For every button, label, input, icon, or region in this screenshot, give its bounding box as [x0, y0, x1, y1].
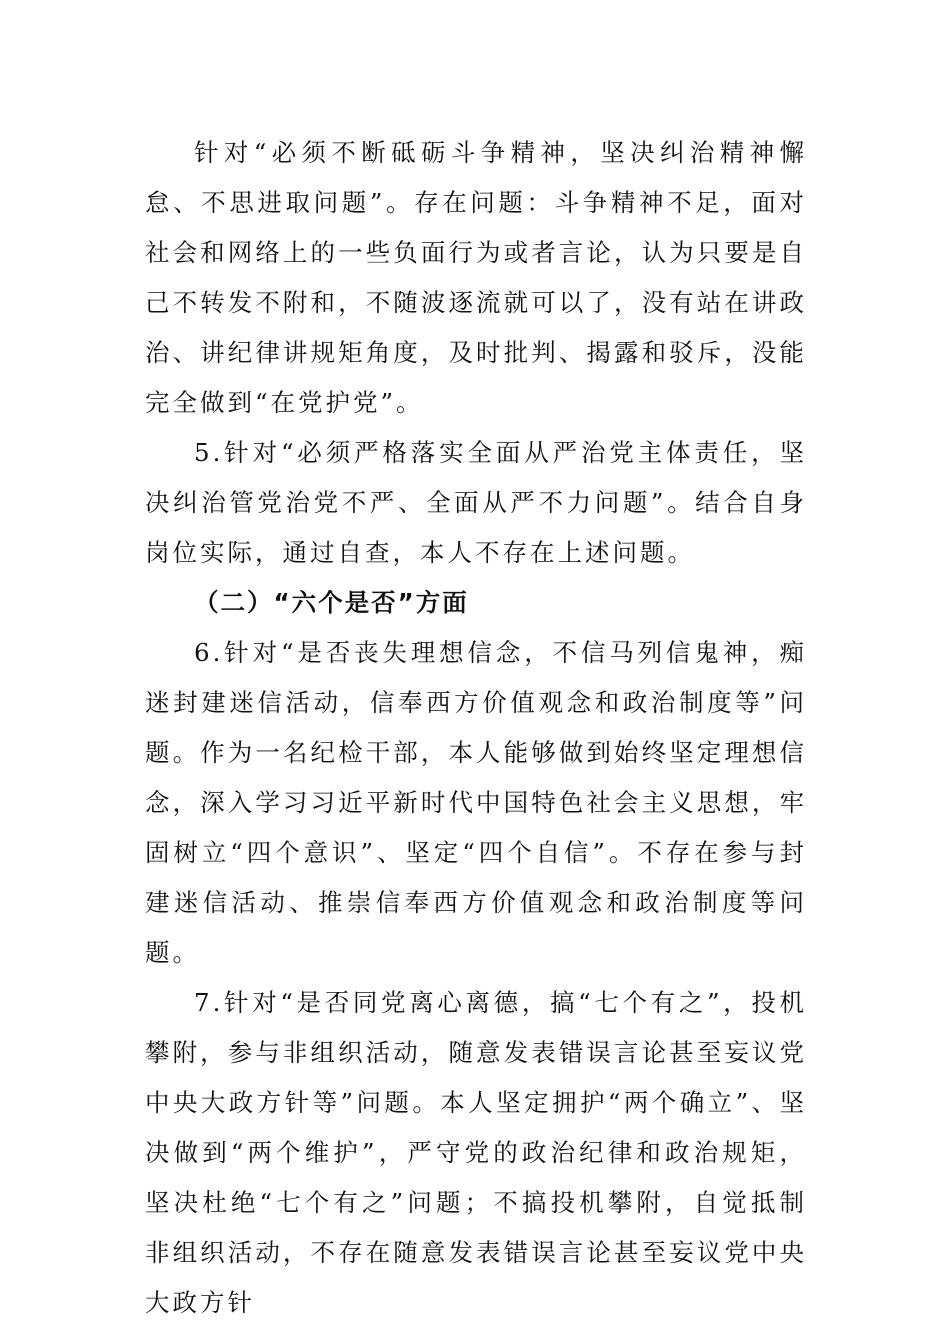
document-body — [145, 128, 807, 1328]
paragraph-item-6: 6.针对“是否丧失理想信念，不信马列信鬼神，痴迷封建迷信活动，信奉西方价值观念和政治制度等”问题。作为一名纪检干部，本人能够做到始终坚定理想信念，深入学习习近平新时代中国特色社会主义思想，牢固树立“四个意识”、坚定“四个自信”。不存在参与封建迷信活动、推崇信奉西方价值观念和政治制度等问题。 — [145, 638, 807, 967]
section-heading-six-whether: （二）“六个是否”方面 — [194, 588, 469, 617]
paragraph-item-7: 7.针对“是否同党离心离德，搞“七个有之”，投机攀附，参与非组织活动，随意发表错误言论甚至妄议党中央大政方针等”问题。本人坚定拥护“两个确立”、坚决做到“两个维护”，严守党的政治纪律和政治规矩，坚决杜绝“七个有之”问题；不搞投机攀附，自觉抵制非组织活动，不存在随意发表错误言论甚至妄议党中央大政方针 — [145, 988, 807, 1317]
paragraph-struggle-spirit: 针对“必须不断砥砺斗争精神，坚决纠治精神懈怠、不思进取问题”。存在问题：斗争精神不足，面对社会和网络上的一些负面行为或者言论，认为只要是自己不转发不附和，不随波逐流就可以了，没有站在讲政治、讲纪律讲规矩角度，及时批判、揭露和驳斥，没能完全做到“在党护党”。 — [145, 138, 807, 417]
paragraph-item-5: 5.针对“必须严格落实全面从严治党主体责任，坚决纠治管党治党不严、全面从严不力问题”。结合自身岗位实际，通过自查，本人不存在上述问题。 — [145, 438, 807, 567]
